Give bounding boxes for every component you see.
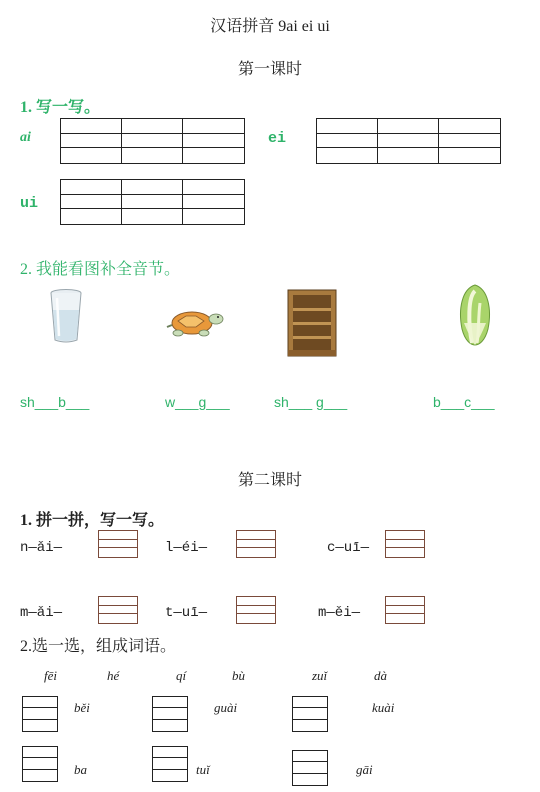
spell-item-nai: n—ǎi— <box>20 540 63 556</box>
q2-complete-syllables-label: 2. 我能看图补全音节。 <box>20 261 181 278</box>
answer-box-mei[interactable] <box>385 596 425 624</box>
word-ba: ba <box>74 762 87 777</box>
blank-bookshelf[interactable]: sh___ g___ <box>274 394 348 410</box>
word-guai: guài <box>214 700 238 715</box>
blank-glass[interactable]: sh___b___ <box>20 394 90 410</box>
spell-item-lei: l—éi— <box>165 540 208 556</box>
answer-box-lei[interactable] <box>236 530 276 558</box>
writing-grid-ui[interactable] <box>60 179 245 225</box>
word-kuai: kuài <box>372 700 395 715</box>
answer-box-cui[interactable] <box>385 530 425 558</box>
word-gai: gāi <box>356 762 373 777</box>
label-ui: ui <box>20 195 39 212</box>
label-ei: ei <box>268 130 287 147</box>
word-box-tui[interactable] <box>152 746 188 782</box>
turtle-icon <box>164 305 224 339</box>
choice-zui[interactable]: zuǐ <box>312 668 328 683</box>
choice-bu[interactable]: bù <box>232 668 245 683</box>
spell-item-mei: m—ěi— <box>318 605 361 621</box>
writing-grid-ai[interactable] <box>60 118 245 164</box>
q1-write-label: 1. 写一写。 <box>20 99 101 116</box>
blank-turtle[interactable]: w___g___ <box>165 394 230 410</box>
word-box-ba[interactable] <box>22 746 58 782</box>
word-box-gai[interactable] <box>292 750 328 786</box>
spell-item-mai: m—ǎi— <box>20 605 63 621</box>
spell-item-tui: t—uī— <box>165 605 208 621</box>
lesson-one-heading: 第一课时 <box>237 61 302 78</box>
choice-qi[interactable]: qí <box>176 668 187 683</box>
answer-box-tui[interactable] <box>236 596 276 624</box>
word-box-kuai[interactable] <box>292 696 328 732</box>
choice-fei[interactable]: fēi <box>44 668 57 683</box>
word-bei: běi <box>74 700 90 715</box>
label-ai: ai <box>20 130 31 145</box>
worksheet-title: 汉语拼音 9ai ei ui <box>210 18 330 35</box>
l2-q1-label: 1. 拼一拼，写一写。 <box>20 512 165 529</box>
word-box-guai[interactable] <box>152 696 188 732</box>
choice-da[interactable]: dà <box>374 668 387 683</box>
choice-he[interactable]: hé <box>107 668 120 683</box>
bookshelf-icon <box>286 288 338 358</box>
answer-box-mai[interactable] <box>98 596 138 624</box>
l2-q2-label: 2.选一选，组成词语。 <box>20 638 177 655</box>
writing-grid-ei[interactable] <box>316 118 501 164</box>
word-tui: tuǐ <box>196 762 210 777</box>
spell-item-cui: c—uī— <box>327 540 370 556</box>
cabbage-icon <box>456 283 494 347</box>
word-box-bei[interactable] <box>22 696 58 732</box>
water-glass-icon <box>48 288 84 346</box>
answer-box-nai[interactable] <box>98 530 138 558</box>
blank-cabbage[interactable]: b___c___ <box>433 394 495 410</box>
lesson-two-heading: 第二课时 <box>237 472 302 489</box>
